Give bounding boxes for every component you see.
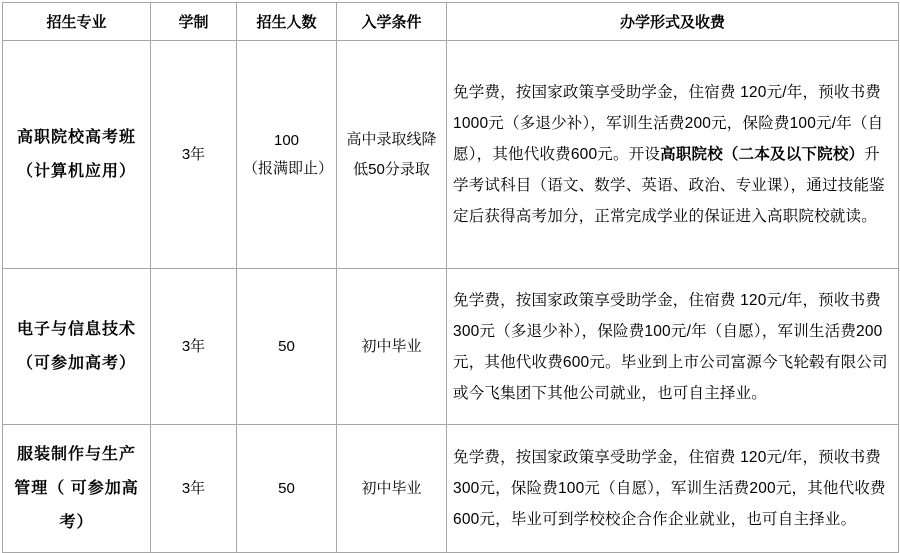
table-head bbox=[3, 3, 899, 41]
quota-value: 50 bbox=[278, 479, 295, 497]
enrollment-table bbox=[2, 2, 899, 553]
cell-fee: 免学费，按国家政策享受助学金，住宿费 120元/年，预收书费1000元（多退少补），军训生活费200元，保险费100元/年（自愿），其他代收费600元。开设高职院校（二本及以下院校）升学考试科目（语文、数学、英语、政治、专业课），通过技能鉴定后获得高考加分，正常完成学业的保证进入高职院校就读。 bbox=[447, 41, 899, 269]
cell-condition: 初中毕业 bbox=[337, 425, 447, 553]
table-header-row bbox=[3, 3, 899, 41]
table-row bbox=[3, 41, 899, 269]
table-body bbox=[3, 41, 899, 553]
cell-major: 服装制作与生产管理（ 可参加高考） bbox=[3, 425, 151, 553]
column-header-major: 招生专业 bbox=[3, 3, 151, 41]
column-header-quota: 招生人数 bbox=[237, 3, 337, 41]
table-row bbox=[3, 425, 899, 553]
cell-quota bbox=[237, 41, 337, 269]
quota-value: 50 bbox=[278, 337, 295, 355]
cell-fee: 免学费，按国家政策享受助学金，住宿费 120元/年，预收书费300元（多退少补），保险费100元/年（自愿），军训生活费200元，其他代收费600元。毕业到上市公司富源今飞轮毂有限公司或今飞集团下其他公司就业，也可自主择业。 bbox=[447, 269, 899, 425]
column-header-fee: 办学形式及收费 bbox=[447, 3, 899, 41]
cell-major: 电子与信息技术（可参加高考） bbox=[3, 269, 151, 425]
cell-quota bbox=[237, 425, 337, 553]
cell-condition: 初中毕业 bbox=[337, 269, 447, 425]
cell-major: 高职院校高考班 （计算机应用） bbox=[3, 41, 151, 269]
cell-years: 3年 bbox=[151, 41, 237, 269]
quota-value: 100 bbox=[273, 131, 300, 149]
cell-quota bbox=[237, 269, 337, 425]
cell-condition: 高中录取线降低50分录取 bbox=[337, 41, 447, 269]
quota-note: （报满即止） bbox=[243, 159, 334, 177]
cell-years: 3年 bbox=[151, 269, 237, 425]
cell-fee: 免学费，按国家政策享受助学金，住宿费 120元/年，预收书费300元，保险费100元（自愿），军训生活费200元，其他代收费600元，毕业可到学校校企合作企业就业，也可自主择业。 bbox=[447, 425, 899, 553]
table-row bbox=[3, 269, 899, 425]
column-header-condition: 入学条件 bbox=[337, 3, 447, 41]
column-header-years: 学制 bbox=[151, 3, 237, 41]
cell-years: 3年 bbox=[151, 425, 237, 553]
